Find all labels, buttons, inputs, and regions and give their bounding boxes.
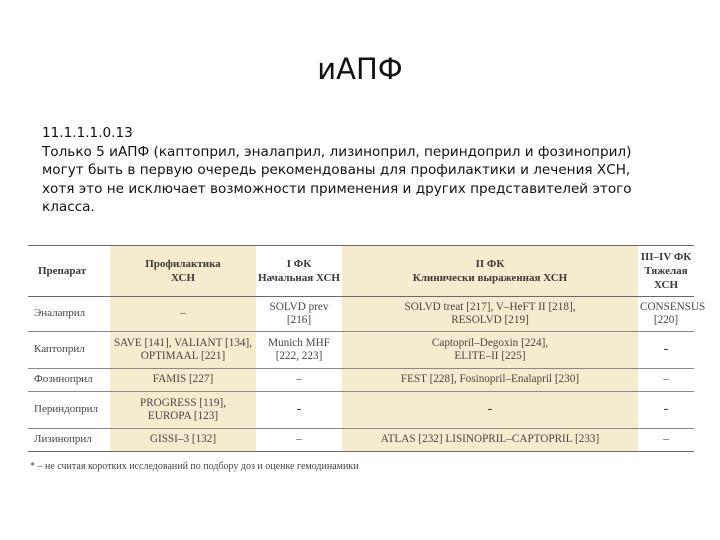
paragraph-line: могут быть в первую очередь рекомендованы для профилактики и лечения ХСН, [42,162,631,178]
header-prevention: Профилактика ХСН [110,246,256,297]
paragraph-line: хотя это не исключает возможности применения и других представителей этого [42,180,632,197]
drug-cell: Каптоприл [34,343,85,356]
prevention-cell: FAMIS [227] [110,369,256,392]
fc34-cell: - [663,341,669,358]
fc2-cell: FEST [228], Fosinopril–Enalapril [230] [342,369,638,392]
table-footnote: * – не считая коротких исследований по подбору доз и оценке гемодинамики [30,461,359,472]
fc2-cell: ATLAS [232] LISINOPRIL–CAPTOPRIL [233] [342,429,638,452]
drug-cell: Периндоприл [34,403,98,416]
prevention-cell: – [110,297,256,332]
prevention-cell: SAVE [141], VALIANT [134], OPTIMAAL [221] [110,332,256,369]
table-row [28,332,694,369]
paragraph-line: Только 5 иАПФ (каптоприл, эналаприл, лизиноприл, периндоприл и фозиноприл) [42,143,632,160]
fc34-cell: – [663,373,669,386]
prevention-cell: GISSI–3 [132] [110,429,256,452]
fc2-cell: SOLVD treat [217], V–HeFT II [218], RESOLVD [219] [342,297,638,332]
header-fc2: II ФК Клинически выраженная ХСН [342,246,638,297]
paragraph-line: класса. [42,199,95,215]
table-row [28,369,694,392]
prevention-cell: PROGRESS [119], EUROPA [123] [110,392,256,429]
header-drug: Препарат [38,265,87,277]
header-fc3-4: III–IV ФК Тяжелая ХСН [640,251,692,291]
fc34-cell: - [663,401,669,418]
drug-cell: Фозиноприл [34,373,93,386]
fc1-cell: Munich MHF [222, 223] [268,336,330,362]
fc34-cell: CONSENSUS [220] [640,300,706,326]
header-fc1: I ФК Начальная ХСН [258,258,340,284]
fc1-cell: SOLVD prev [216] [269,300,329,326]
table-row [28,392,694,429]
fc1-cell: - [296,401,302,418]
table-header-row [28,246,694,297]
drug-cell: Эналаприл [34,307,86,320]
drug-cell: Лизиноприл [34,433,92,446]
recommendation-code: 11.1.1.1.0.13 [42,125,133,141]
recommendation-paragraph [42,124,692,217]
table-row [28,429,694,452]
fc2-cell: - [342,392,638,429]
ace-inhibitor-trials-table [28,245,706,452]
fc1-cell: – [296,433,302,446]
fc2-cell: Captopril–Degoxin [224], ELITE–II [225] [342,332,638,369]
table-row [28,297,694,332]
slide-title: иАПФ [317,52,403,86]
fc34-cell: – [663,433,669,446]
fc1-cell: – [296,373,302,386]
